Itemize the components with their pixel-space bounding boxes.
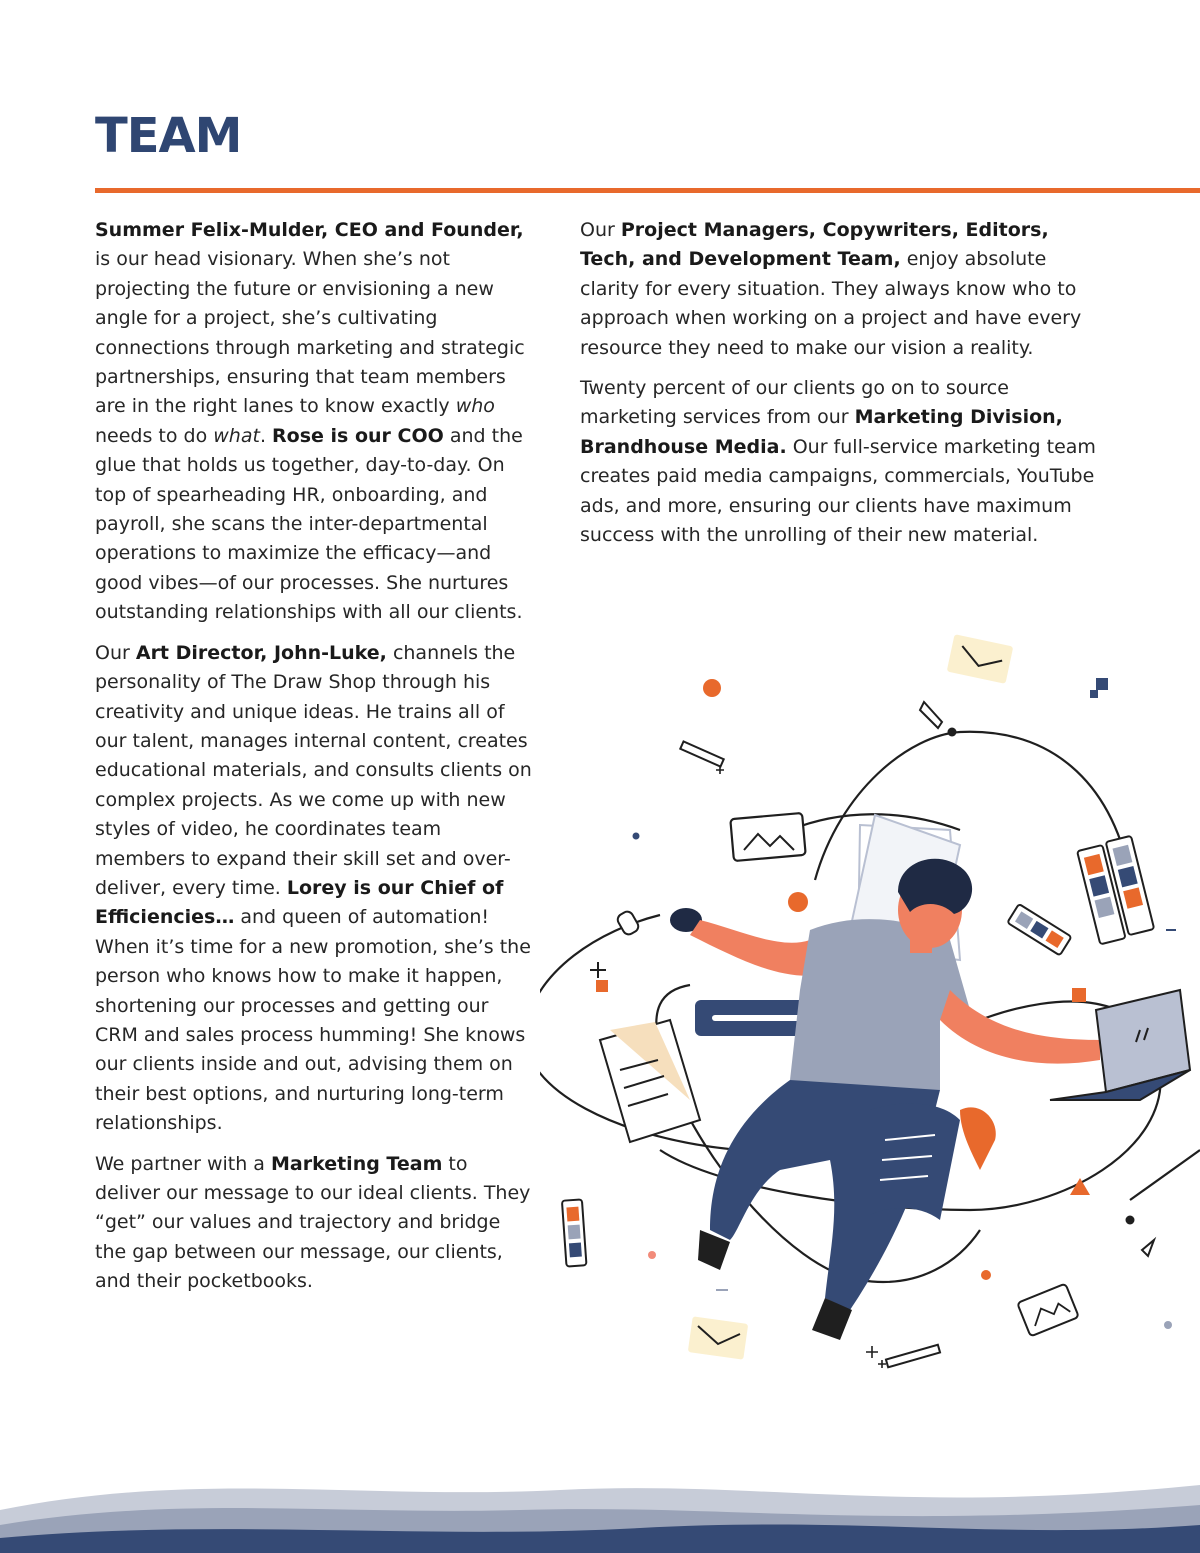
- paragraph-art-director: Our Art Director, John-Luke, channels the personality of The Draw Shop through his creativity and unique ideas. He trains all of our talent, manages internal content, creates educational materials, and consults clients on complex projects. As we come up with new styles of video, he coordinates team members to expand their skill set and over-deliver, every time. Lorey is our Chief of Efficiencies… and queen of automation! When it’s time for a new promotion, she’s the person who knows how to make it happen, shortening our processes and getting our CRM and sales process humming! She knows our clients inside and out, advising them on their best options, and nurturing long-term relationships.: [95, 641, 532, 1135]
- image-icon: [1017, 1284, 1079, 1337]
- bold-marketing-team: Marketing Team: [270, 1152, 443, 1175]
- left-column: [95, 216, 535, 1308]
- image-icon: [730, 813, 805, 861]
- bold-project-team: Project Managers, Copywriters, Editors, Tech, and Development Team,: [580, 219, 1049, 271]
- bold-chief-efficiencies: Lorey is our Chief of Efficiencies…: [95, 876, 504, 929]
- title-divider: [95, 188, 1200, 193]
- scroll-icon: [870, 1103, 996, 1220]
- envelope-icon: [947, 634, 1014, 684]
- right-column: [580, 216, 1108, 561]
- bold-coo: Rose is our COO: [272, 424, 444, 447]
- envelope-icon: [688, 1316, 748, 1359]
- paragraph-marketing-team: We partner with a Marketing Team to deliver our message to our ideal clients. They “get” our values and trajectory and bridge the gap between our message, our clients, and their pocketbooks.: [95, 1152, 531, 1293]
- document-icon: [600, 1020, 700, 1142]
- page-title: TEAM: [95, 108, 242, 164]
- paragraph-marketing-division: Twenty percent of our clients go on to source marketing services from our Marketing Division, Brandhouse Media. Our full-service marketing team creates paid media campaigns, commercials, YouTube ads, and more, ensuring our clients have maximum success with the unrolling of their new material.: [580, 377, 1096, 547]
- multitasking-person-illustration: [540, 630, 1200, 1390]
- bold-brandhouse: Marketing Division, Brandhouse Media.: [580, 406, 1063, 458]
- footer-wave-decoration: [0, 1470, 1200, 1553]
- swatch-card-icon: [1077, 836, 1155, 945]
- paragraph-leadership: Summer Felix-Mulder, CEO and Founder, is our head visionary. When she’s not projecting the future or envisioning a new angle for a project, she’s cultivating connections through marketing and strategic partnerships, ensuring that team members are in the right lanes to know exactly who needs to do what. Rose is our COO and the glue that holds us together, day-to-day. On top of spearheading HR, onboarding, and payroll, she scans the inter-departmental operations to maximize the efficacy—and good vibes—of our processes. She nurtures outstanding relationships with all our clients.: [95, 219, 525, 624]
- paragraph-project-managers: Our Project Managers, Copywriters, Editors, Tech, and Development Team, enjoy absolute clarity for every situation. They always know who to approach when working on a project and have every resource they need to make our vision a reality.: [580, 219, 1082, 359]
- bold-ceo: Summer Felix-Mulder, CEO and Founder,: [95, 219, 524, 241]
- bold-art-director: Art Director, John-Luke,: [135, 641, 387, 664]
